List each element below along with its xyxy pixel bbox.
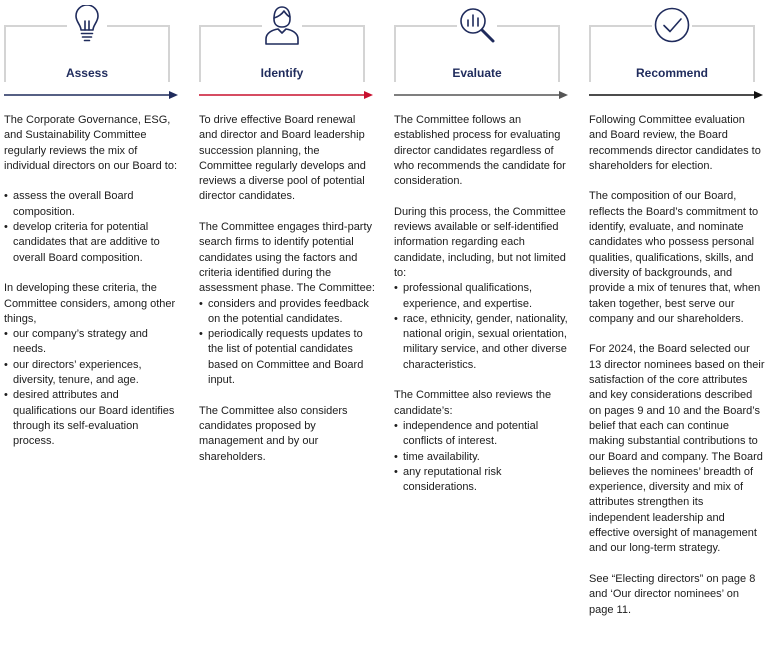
- person-icon: [262, 4, 302, 46]
- stage-body: [4, 113, 180, 465]
- paragraph: The Committee also considers candidates proposed by management and by our shareholders.: [199, 404, 348, 463]
- stage-header: [199, 0, 375, 100]
- paragraph: During this process, the Committee reviews available or self-identified information regarding each candidate, including, but not limited to:: [394, 205, 566, 279]
- list-item: • our directors’ experiences, diversity, tenure, and age.: [4, 358, 180, 389]
- stage-assess: [4, 0, 180, 448]
- stage-arrow: [199, 90, 375, 100]
- paragraph: Following Committee evaluation and Board review, the Board recommends director candidates to shareholders for election.: [589, 114, 761, 172]
- bullet-list: [4, 327, 180, 449]
- bullet-list: [394, 419, 570, 495]
- list-item: • time availability.: [394, 450, 570, 465]
- stage-body: [394, 113, 570, 511]
- list-item: • any reputational risk considerations.: [394, 465, 570, 496]
- stage-body: [589, 113, 765, 633]
- magnifier-chart-icon: [457, 4, 497, 46]
- list-item: • race, ethnicity, gender, nationality, national origin, sexual orientation, military service, and other diverse characteristics.: [394, 312, 570, 373]
- bullet-list: [4, 189, 180, 265]
- paragraph: The Corporate Governance, ESG, and Sustainability Committee regularly reviews the mix of individual directors on our Board to:: [4, 114, 178, 172]
- paragraph: See “Electing directors” on page 8 and ‘Our director nominees’ on page 11.: [589, 572, 756, 616]
- stage-recommend: [589, 0, 765, 616]
- lightbulb-icon: [67, 4, 107, 46]
- stage-identify: [199, 0, 375, 463]
- stage-title: Identify: [260, 66, 304, 80]
- stage-title: Assess: [65, 66, 109, 80]
- list-item: • independence and potential conflicts of interest.: [394, 419, 570, 450]
- paragraph: In developing these criteria, the Committee considers, among other things,: [4, 282, 176, 325]
- list-item: • periodically requests updates to the list of potential candidates based on Committee and Board input.: [199, 327, 375, 388]
- stage-arrow: [589, 90, 765, 100]
- paragraph: The Committee also reviews the candidate’s:: [394, 389, 552, 417]
- paragraph: To drive effective Board renewal and director and Board leadership succession planning, the Committee regularly develops and reviews a diverse pool of potential director candidates.: [199, 114, 366, 203]
- bullet-list: [199, 297, 375, 389]
- list-item: • our company’s strategy and needs.: [4, 327, 180, 358]
- stage-body: [199, 113, 375, 480]
- paragraph: The composition of our Board, reflects the Board’s commitment to identify, evaluate, and nominate candidates who possess personal qualities, qualifications, skills, and diversity of backgrounds, and provide a mix of tenures that, when taken together, best serve our company and our shareholders.: [589, 190, 761, 325]
- paragraph: For 2024, the Board selected our 13 director nominees based on their satisfaction of the core attributes and key considerations described on pages 9 and 10 and the Board’s belief that each can continue making substantial contributions to our Board and company. The Board believes the nominees’ breadth of experience, diversity and mix of attributes strengthen its independent leadership and effective oversight of management and our long-term strategy.: [589, 343, 765, 555]
- stage-header: [4, 0, 180, 100]
- stage-arrow: [4, 90, 180, 100]
- stage-evaluate: [394, 0, 570, 494]
- stage-header: [589, 0, 765, 100]
- list-item: • desired attributes and qualifications our Board identifies through its self-evaluation process.: [4, 388, 180, 449]
- list-item: • assess the overall Board composition.: [4, 189, 180, 220]
- paragraph: The Committee follows an established process for evaluating director candidates regardless of who recommends the candidate for consideration.: [394, 114, 566, 188]
- stage-arrow: [394, 90, 570, 100]
- bullet-list: [394, 281, 570, 373]
- checkmark-circle-icon: [652, 4, 692, 46]
- stage-header: [394, 0, 570, 100]
- list-item: • considers and provides feedback on the potential candidates.: [199, 297, 375, 328]
- stage-title: Evaluate: [452, 66, 502, 80]
- list-item: • develop criteria for potential candidates that are additive to overall Board composition.: [4, 220, 180, 266]
- stage-title: Recommend: [635, 66, 709, 80]
- paragraph: The Committee engages third-party search firms to identify potential candidates using the factors and criteria identified during the assessment phase. The Committee:: [199, 221, 375, 295]
- list-item: • professional qualifications, experience, and expertise.: [394, 281, 570, 312]
